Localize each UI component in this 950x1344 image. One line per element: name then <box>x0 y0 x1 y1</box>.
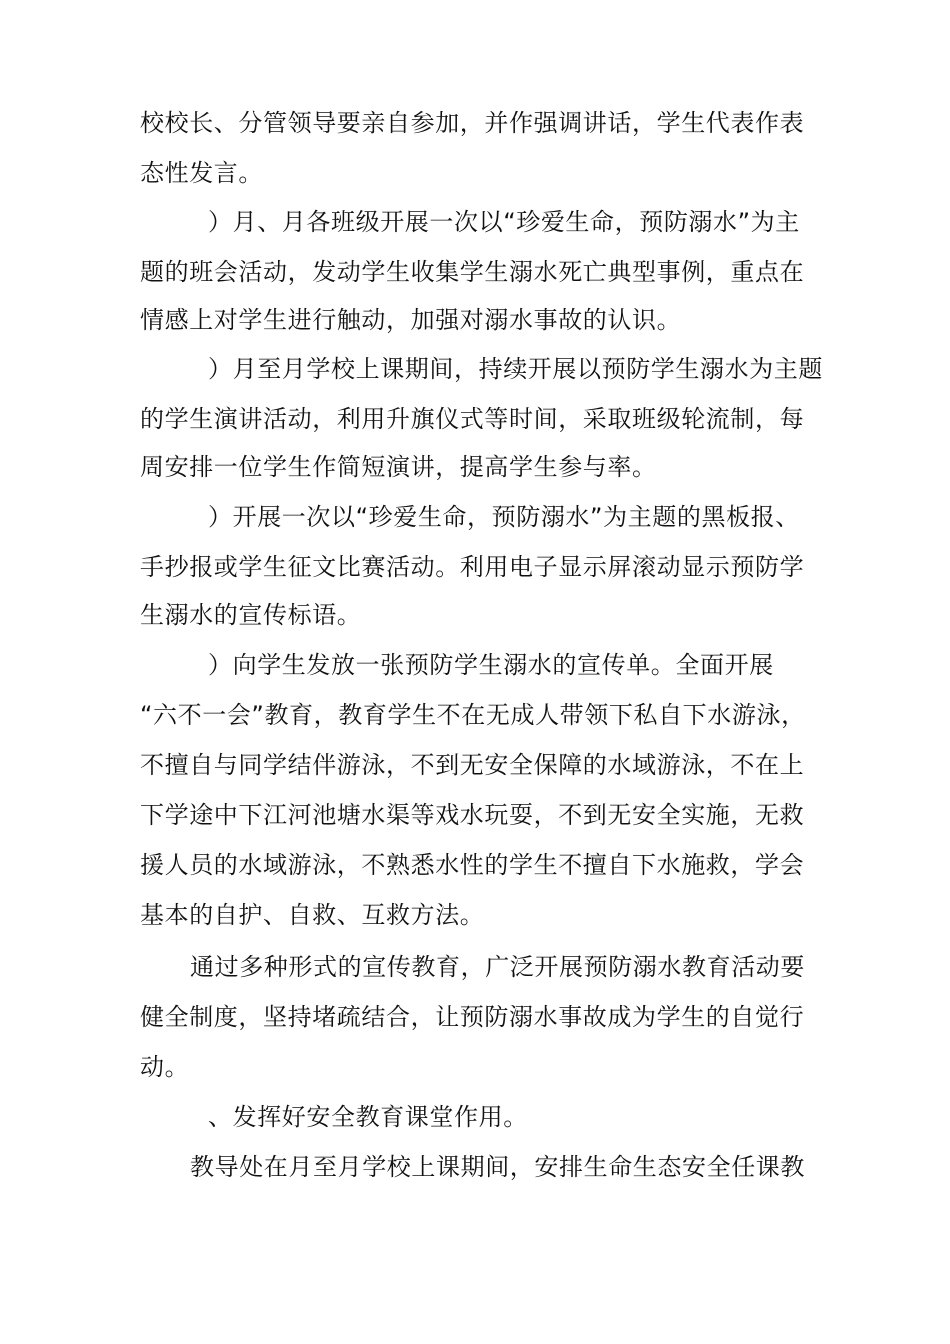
text-line: ）向学生发放一张预防学生溺水的宣传单。全面开展 <box>208 651 774 679</box>
text-line: 态性发言。 <box>140 159 263 187</box>
text-line: ）月、月各班级开展一次以“珍爱生命，预防溺水”为主 <box>208 208 800 236</box>
text-line: 题的班会活动，发动学生收集学生溺水死亡典型事例，重点在 <box>140 258 805 286</box>
text-line: 动。 <box>140 1053 190 1081</box>
text-line: 校校长、分管领导要亲自参加，并作强调讲话，学生代表作表 <box>140 109 805 137</box>
text-line: 基本的自护、自救、互救方法。 <box>140 901 485 929</box>
text-line: ）月至月学校上课期间，持续开展以预防学生溺水为主题 <box>208 355 823 383</box>
text-line: 的学生演讲活动，利用升旗仪式等时间，采取班级轮流制，每 <box>140 405 805 433</box>
text-line: 通过多种形式的宣传教育，广泛开展预防溺水教育活动要 <box>190 953 805 981</box>
text-line: ）开展一次以“珍爱生命，预防溺水”为主题的黑板报、 <box>208 503 800 531</box>
text-line: 健全制度，坚持堵疏结合，让预防溺水事故成为学生的自觉行 <box>140 1003 805 1031</box>
text-line: 援人员的水域游泳，不熟悉水性的学生不擅自下水施救，学会 <box>140 851 805 879</box>
text-line: 生溺水的宣传标语。 <box>140 601 362 629</box>
text-line: 下学途中下江河池塘水渠等戏水玩耍，不到无安全实施，无救 <box>140 801 805 829</box>
text-line: 周安排一位学生作简短演讲，提高学生参与率。 <box>140 453 657 481</box>
text-line: 情感上对学生进行触动，加强对溺水事故的认识。 <box>140 306 682 334</box>
section-heading: 、发挥好安全教育课堂作用。 <box>208 1103 528 1131</box>
text-line: 教导处在月至月学校上课期间，安排生命生态安全任课教 <box>190 1153 805 1181</box>
text-line: 手抄报或学生征文比赛活动。利用电子显示屏滚动显示预防学 <box>140 553 805 581</box>
text-line: 不擅自与同学结伴游泳，不到无安全保障的水域游泳，不在上 <box>140 751 805 779</box>
text-line: “六不一会”教育，教育学生不在无成人带领下私自下水游泳， <box>140 701 806 729</box>
